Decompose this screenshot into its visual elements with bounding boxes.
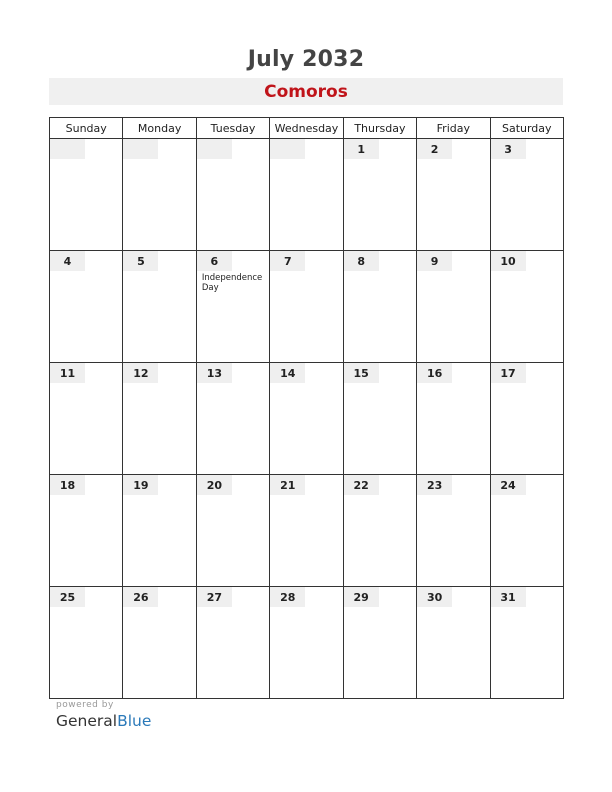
country-name: Comoros — [264, 82, 348, 102]
day-cell[interactable] — [343, 587, 416, 699]
day-cell — [196, 139, 269, 251]
day-number: 12 — [123, 363, 158, 383]
day-cell[interactable] — [490, 587, 563, 699]
day-number: 16 — [417, 363, 452, 383]
week-row — [50, 475, 564, 587]
day-number: 7 — [270, 251, 305, 271]
day-number: 24 — [491, 475, 526, 495]
day-cell[interactable] — [343, 139, 416, 251]
day-cell[interactable] — [50, 363, 123, 475]
weekday-header: Sunday — [50, 118, 123, 139]
day-cell — [123, 139, 196, 251]
day-cell[interactable] — [417, 251, 490, 363]
day-cell[interactable] — [196, 251, 269, 363]
day-cell[interactable] — [50, 587, 123, 699]
week-row — [50, 139, 564, 251]
day-number: 1 — [344, 139, 379, 159]
calendar-title: July 2032 — [247, 47, 365, 72]
day-number: 11 — [50, 363, 85, 383]
day-cell[interactable] — [417, 363, 490, 475]
day-cell[interactable] — [417, 475, 490, 587]
day-number: 20 — [197, 475, 232, 495]
day-cell[interactable] — [270, 475, 343, 587]
week-row — [50, 251, 564, 363]
day-cell[interactable] — [417, 139, 490, 251]
day-number: 19 — [123, 475, 158, 495]
day-number: 31 — [491, 587, 526, 607]
week-row — [50, 587, 564, 699]
day-number: 27 — [197, 587, 232, 607]
day-cell[interactable] — [270, 587, 343, 699]
day-number: 21 — [270, 475, 305, 495]
weekday-header: Saturday — [490, 118, 563, 139]
brand-blue: Blue — [117, 712, 152, 730]
day-cell[interactable] — [50, 251, 123, 363]
day-number: 8 — [344, 251, 379, 271]
weekday-header: Wednesday — [270, 118, 343, 139]
day-cell[interactable] — [123, 587, 196, 699]
day-number: 23 — [417, 475, 452, 495]
day-number: 30 — [417, 587, 452, 607]
day-cell[interactable] — [490, 475, 563, 587]
weekday-header: Thursday — [343, 118, 416, 139]
country-banner — [49, 78, 563, 105]
day-number: 18 — [50, 475, 85, 495]
brand-general: General — [56, 712, 118, 730]
day-cell — [270, 139, 343, 251]
holiday-label: Independence Day — [201, 273, 263, 293]
empty-day-box — [197, 139, 232, 159]
day-cell[interactable] — [196, 363, 269, 475]
day-number: 25 — [50, 587, 85, 607]
day-cell[interactable] — [490, 251, 563, 363]
day-cell[interactable] — [270, 251, 343, 363]
day-number: 26 — [123, 587, 158, 607]
day-cell — [50, 139, 123, 251]
day-number: 13 — [197, 363, 232, 383]
weekday-header: Tuesday — [196, 118, 269, 139]
day-cell[interactable] — [123, 475, 196, 587]
brand-logo[interactable] — [56, 712, 151, 730]
day-cell[interactable] — [417, 587, 490, 699]
footer-branding — [56, 700, 151, 730]
day-number: 29 — [344, 587, 379, 607]
calendar-grid — [49, 117, 564, 699]
day-cell[interactable] — [196, 587, 269, 699]
day-cell[interactable] — [196, 475, 269, 587]
day-cell[interactable] — [343, 251, 416, 363]
weekday-header: Monday — [123, 118, 196, 139]
day-number: 22 — [344, 475, 379, 495]
day-number: 9 — [417, 251, 452, 271]
day-number: 28 — [270, 587, 305, 607]
week-row — [50, 363, 564, 475]
day-cell[interactable] — [123, 251, 196, 363]
day-number: 10 — [491, 251, 526, 271]
day-cell[interactable] — [343, 363, 416, 475]
day-number: 6 — [197, 251, 232, 271]
day-number: 4 — [50, 251, 85, 271]
day-number: 15 — [344, 363, 379, 383]
empty-day-box — [123, 139, 158, 159]
powered-by-label: powered by — [56, 700, 114, 710]
weekday-header-row — [50, 118, 564, 139]
day-cell[interactable] — [490, 139, 563, 251]
day-number: 2 — [417, 139, 452, 159]
empty-day-box — [270, 139, 305, 159]
day-number: 14 — [270, 363, 305, 383]
day-number: 17 — [491, 363, 526, 383]
day-number: 5 — [123, 251, 158, 271]
day-cell[interactable] — [270, 363, 343, 475]
day-cell[interactable] — [343, 475, 416, 587]
day-number: 3 — [491, 139, 526, 159]
weekday-header: Friday — [417, 118, 490, 139]
day-cell[interactable] — [490, 363, 563, 475]
empty-day-box — [50, 139, 85, 159]
day-cell[interactable] — [50, 475, 123, 587]
day-cell[interactable] — [123, 363, 196, 475]
